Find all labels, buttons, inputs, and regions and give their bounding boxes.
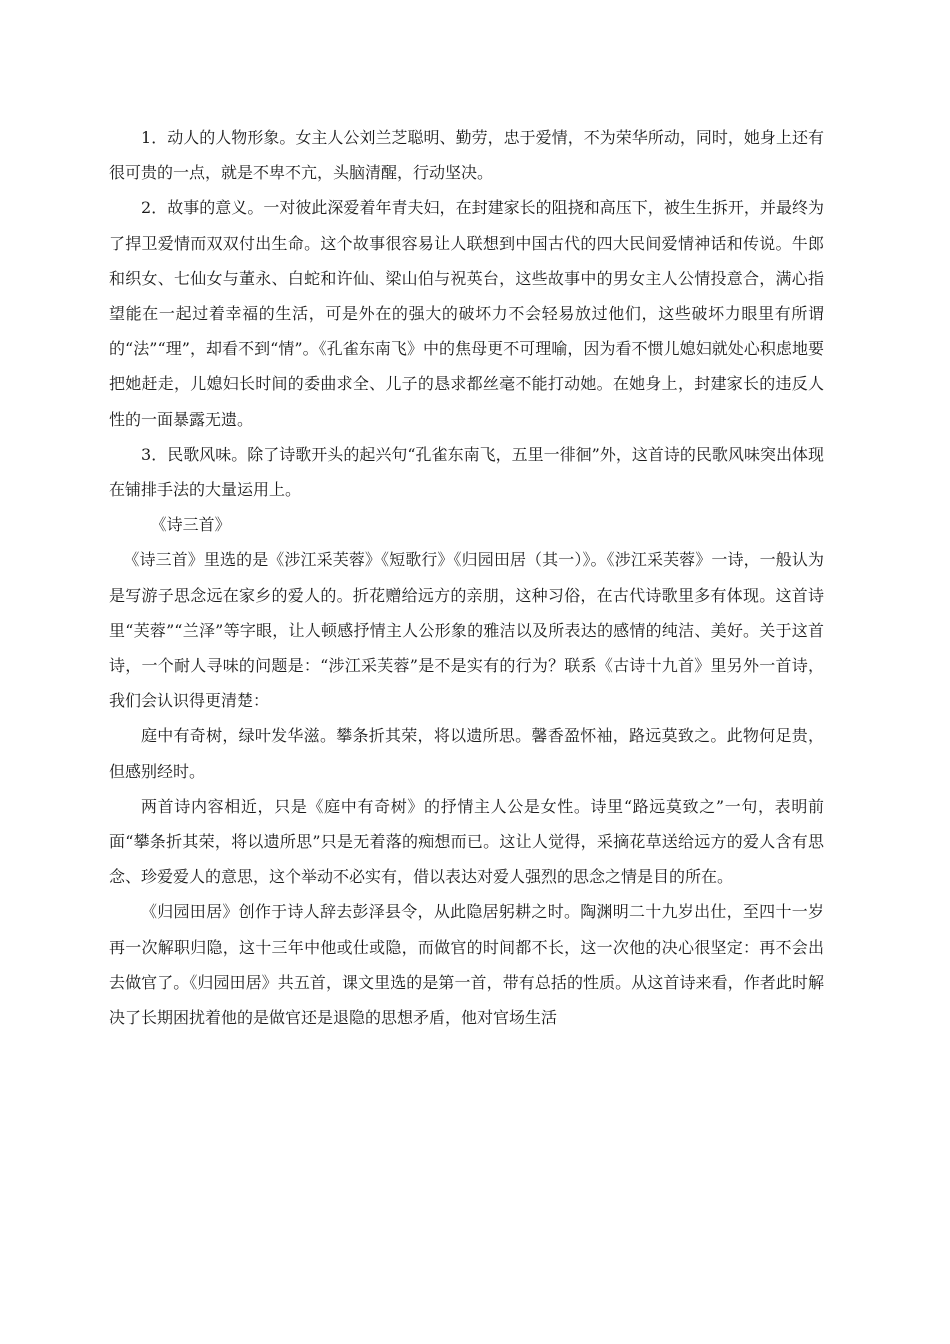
paragraph-folk-style: 3．民歌风味。除了诗歌开头的起兴句“孔雀东南飞，五里一徘徊”外，这首诗的民歌风味突出体现在铺排手法的大量运用上。 — [109, 444, 824, 500]
paragraph-story-meaning: 2．故事的意义。一对彼此深爱着年青夫妇，在封建家长的阻挠和高压下，被生生拆开，并最终为了捍卫爱情而双双付出生命。这个故事很容易让人联想到中国古代的四大民间爱情神话和传说。牛郎和织女、七仙女与董永、白蛇和许仙、梁山伯与祝英台，这些故事中的男女主人公情投意合，满心指望能在一起过着幸福的生活，可是外在的强大的破坏力不会轻易放过他们，这些破坏力眼里有所谓的“法”“理”，却看不到“情”。《孔雀东南飞》中的焦母更不可理喻，因为看不惯儿媳妇就处心积虑地要把她赶走，儿媳妇长时间的委曲求全、儿子的恳求都丝毫不能打动她。在她身上，封建家长的违反人性的一面暴露无遗。 — [109, 198, 824, 429]
section-heading-three-poems: 《诗三首》 — [150, 515, 231, 535]
paragraph-return-to-fields: 《归园田居》创作于诗人辞去彭泽县令，从此隐居躬耕之时。陶渊明二十九岁出仕，至四十一岁再一次解职归隐，这十三年中他或仕或隐，而做官的时间都不长，这一次他的决心很坚定：再不会出去做官了。《归园田居》共五首，课文里选的是第一首，带有总括的性质。从这首诗来看，作者此时解决了长期困扰着他的是做官还是退隐的思想矛盾，他对官场生活 — [109, 902, 824, 1028]
paragraph-poem-comparison: 两首诗内容相近，只是《庭中有奇树》的抒情主人公是女性。诗里“路远莫致之”一句，表明前面“攀条折其荣，将以遗所思”只是无着落的痴想而已。这让人觉得，采摘花草送给远方的爱人含有思念、珍爱爱人的意思，这个举动不必实有，借以表达对爱人强烈的思念之情是目的所在。 — [109, 796, 824, 887]
document-page — [109, 120, 824, 1035]
paragraph-character-image: 1．动人的人物形象。女主人公刘兰芝聪明、勤劳，忠于爱情，不为荣华所动，同时，她身上还有很可贵的一点，就是不卑不亢，头脑清醒，行动坚决。 — [109, 128, 824, 183]
paragraph-three-poems-intro: 《诗三首》里选的是《涉江采芙蓉》《短歌行》《归园田居（其一）》。《涉江采芙蓉》一诗，一般认为是写游子思念远在家乡的爱人的。折花赠给远方的亲朋，这种习俗，在古代诗歌里多有体现。这首诗里“芙蓉”“兰泽”等字眼，让人顿感抒情主人公形象的雅洁以及所表达的感情的纯洁、美好。关于这首诗，一个耐人寻味的问题是：“涉江采芙蓉”是不是实有的行为？联系《古诗十九首》里另外一首诗，我们会认识得更清楚： — [109, 550, 824, 711]
paragraph-quoted-poem: 庭中有奇树，绿叶发华滋。攀条折其荣，将以遗所思。馨香盈怀袖，路远莫致之。此物何足贵，但感别经时。 — [109, 726, 824, 781]
